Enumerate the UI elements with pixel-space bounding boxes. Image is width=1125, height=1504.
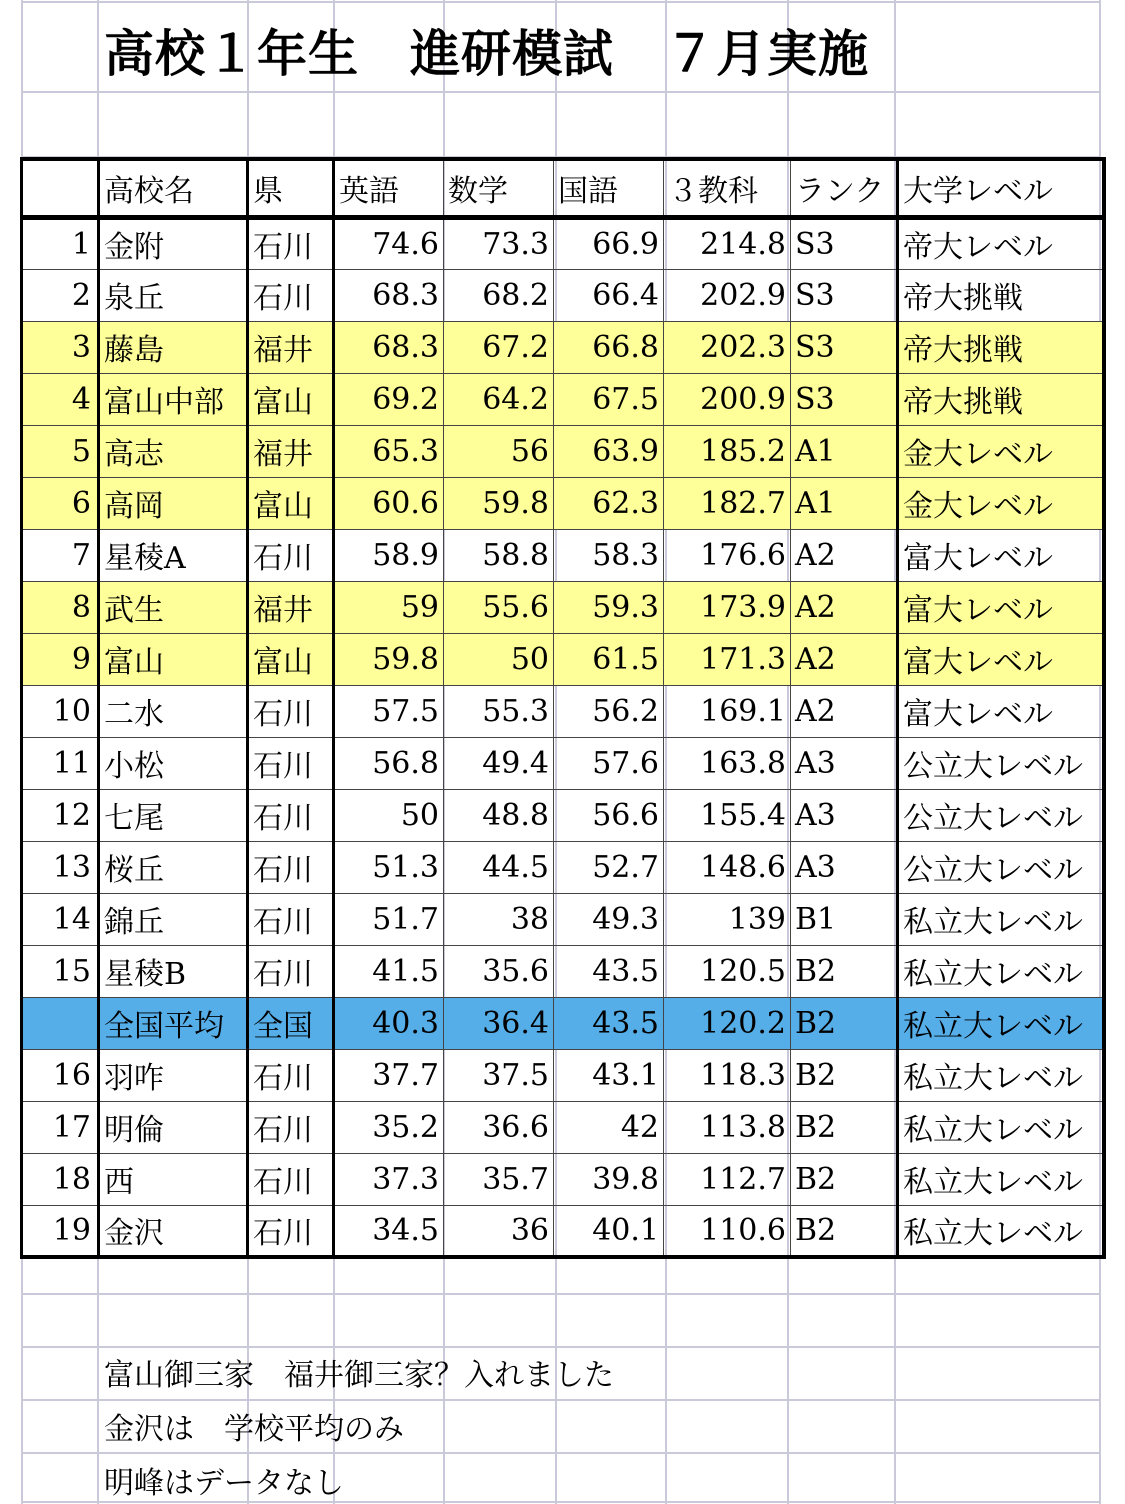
cell-school-name: 富山中部 xyxy=(99,373,248,425)
cell-math: 55.6 xyxy=(444,581,554,633)
cell-math: 68.2 xyxy=(444,269,554,321)
cell-school-name: 西 xyxy=(99,1153,248,1205)
cell-japanese: 52.7 xyxy=(554,841,664,893)
table-row xyxy=(22,269,1104,321)
cell-japanese: 59.3 xyxy=(554,581,664,633)
table-row xyxy=(22,1049,1104,1101)
cell-prefecture: 石川 xyxy=(248,737,334,789)
cell-rank: 8 xyxy=(22,581,99,633)
cell-japanese: 57.6 xyxy=(554,737,664,789)
cell-math: 67.2 xyxy=(444,321,554,373)
cell-university-level: 富大レベル xyxy=(898,685,1104,737)
table-row xyxy=(22,841,1104,893)
cell-university-level: 金大レベル xyxy=(898,425,1104,477)
table-row xyxy=(22,529,1104,581)
cell-school-name: 武生 xyxy=(99,581,248,633)
cell-prefecture: 石川 xyxy=(248,1049,334,1101)
cell-university-level: 富大レベル xyxy=(898,633,1104,685)
table-row xyxy=(22,789,1104,841)
cell-grade: A2 xyxy=(791,581,898,633)
cell-japanese: 66.9 xyxy=(554,217,664,269)
cell-school-name: 高岡 xyxy=(99,477,248,529)
cell-grade: A3 xyxy=(791,789,898,841)
cell-english: 40.3 xyxy=(334,997,444,1049)
cell-prefecture: 石川 xyxy=(248,1101,334,1153)
cell-grade: B2 xyxy=(791,1205,898,1257)
cell-university-level: 富大レベル xyxy=(898,581,1104,633)
cell-prefecture: 富山 xyxy=(248,477,334,529)
cell-japanese: 62.3 xyxy=(554,477,664,529)
cell-math: 36 xyxy=(444,1205,554,1257)
table-row xyxy=(22,217,1104,269)
cell-grade: B2 xyxy=(791,1101,898,1153)
cell-english: 69.2 xyxy=(334,373,444,425)
table-row xyxy=(22,685,1104,737)
cell-prefecture: 石川 xyxy=(248,945,334,997)
cell-grade: B1 xyxy=(791,893,898,945)
cell-math: 36.6 xyxy=(444,1101,554,1153)
cell-total: 110.6 xyxy=(664,1205,791,1257)
cell-rank: 3 xyxy=(22,321,99,373)
table-row xyxy=(22,477,1104,529)
cell-rank: 4 xyxy=(22,373,99,425)
cell-prefecture: 石川 xyxy=(248,217,334,269)
header-blank xyxy=(22,159,99,217)
cell-grade: S3 xyxy=(791,217,898,269)
sheet-title: 高校１年生 進研模試 ７月実施 xyxy=(104,24,869,83)
cell-rank: 19 xyxy=(22,1205,99,1257)
cell-japanese: 39.8 xyxy=(554,1153,664,1205)
cell-total: 176.6 xyxy=(664,529,791,581)
cell-japanese: 58.3 xyxy=(554,529,664,581)
cell-japanese: 42 xyxy=(554,1101,664,1153)
cell-university-level: 私立大レベル xyxy=(898,945,1104,997)
header-rank: ランク xyxy=(791,159,898,217)
table-row xyxy=(22,945,1104,997)
cell-rank: 9 xyxy=(22,633,99,685)
cell-rank: 16 xyxy=(22,1049,99,1101)
table-row xyxy=(22,581,1104,633)
cell-rank: 14 xyxy=(22,893,99,945)
cell-grade: A1 xyxy=(791,425,898,477)
cell-english: 59.8 xyxy=(334,633,444,685)
cell-rank: 11 xyxy=(22,737,99,789)
cell-english: 50 xyxy=(334,789,444,841)
cell-japanese: 67.5 xyxy=(554,373,664,425)
table-row xyxy=(22,893,1104,945)
table-row xyxy=(22,321,1104,373)
table-row xyxy=(22,1101,1104,1153)
cell-total: 120.5 xyxy=(664,945,791,997)
cell-rank: 12 xyxy=(22,789,99,841)
cell-rank: 1 xyxy=(22,217,99,269)
header-school-name: 高校名 xyxy=(99,159,248,217)
cell-school-name: 二水 xyxy=(99,685,248,737)
cell-japanese: 43.5 xyxy=(554,997,664,1049)
cell-rank: 6 xyxy=(22,477,99,529)
cell-school-name: 金沢 xyxy=(99,1205,248,1257)
note-line-1: 富山御三家 福井御三家？入れました xyxy=(104,1358,614,1393)
cell-total: 139 xyxy=(664,893,791,945)
cell-school-name: 桜丘 xyxy=(99,841,248,893)
cell-japanese: 40.1 xyxy=(554,1205,664,1257)
cell-university-level: 帝大挑戦 xyxy=(898,321,1104,373)
cell-school-name: 藤島 xyxy=(99,321,248,373)
cell-school-name: 星稜B xyxy=(99,945,248,997)
cell-grade: B2 xyxy=(791,1049,898,1101)
cell-prefecture: 福井 xyxy=(248,581,334,633)
cell-university-level: 私立大レベル xyxy=(898,1049,1104,1101)
cell-school-name: 富山 xyxy=(99,633,248,685)
cell-math: 56 xyxy=(444,425,554,477)
cell-university-level: 公立大レベル xyxy=(898,841,1104,893)
cell-prefecture: 石川 xyxy=(248,789,334,841)
cell-english: 51.7 xyxy=(334,893,444,945)
cell-grade: A3 xyxy=(791,737,898,789)
cell-grade: B2 xyxy=(791,1153,898,1205)
cell-math: 36.4 xyxy=(444,997,554,1049)
cell-math: 49.4 xyxy=(444,737,554,789)
cell-total: 200.9 xyxy=(664,373,791,425)
cell-school-name: 全国平均 xyxy=(99,997,248,1049)
header-japanese: 国語 xyxy=(554,159,664,217)
cell-english: 68.3 xyxy=(334,269,444,321)
cell-rank: 10 xyxy=(22,685,99,737)
cell-math: 55.3 xyxy=(444,685,554,737)
cell-rank: 17 xyxy=(22,1101,99,1153)
cell-english: 58.9 xyxy=(334,529,444,581)
cell-math: 64.2 xyxy=(444,373,554,425)
cell-school-name: 羽咋 xyxy=(99,1049,248,1101)
cell-university-level: 私立大レベル xyxy=(898,1101,1104,1153)
cell-japanese: 66.4 xyxy=(554,269,664,321)
cell-japanese: 49.3 xyxy=(554,893,664,945)
cell-grade: A1 xyxy=(791,477,898,529)
cell-total: 155.4 xyxy=(664,789,791,841)
cell-university-level: 公立大レベル xyxy=(898,789,1104,841)
cell-school-name: 明倫 xyxy=(99,1101,248,1153)
cell-rank: 7 xyxy=(22,529,99,581)
cell-math: 35.7 xyxy=(444,1153,554,1205)
table-row xyxy=(22,633,1104,685)
cell-school-name: 高志 xyxy=(99,425,248,477)
cell-school-name: 錦丘 xyxy=(99,893,248,945)
cell-total: 185.2 xyxy=(664,425,791,477)
cell-total: 202.3 xyxy=(664,321,791,373)
cell-english: 37.7 xyxy=(334,1049,444,1101)
cell-japanese: 61.5 xyxy=(554,633,664,685)
cell-math: 48.8 xyxy=(444,789,554,841)
cell-english: 51.3 xyxy=(334,841,444,893)
cell-english: 37.3 xyxy=(334,1153,444,1205)
cell-prefecture: 石川 xyxy=(248,529,334,581)
cell-prefecture: 全国 xyxy=(248,997,334,1049)
cell-total: 214.8 xyxy=(664,217,791,269)
cell-english: 74.6 xyxy=(334,217,444,269)
cell-university-level: 帝大挑戦 xyxy=(898,373,1104,425)
cell-university-level: 富大レベル xyxy=(898,529,1104,581)
cell-university-level: 私立大レベル xyxy=(898,893,1104,945)
cell-prefecture: 福井 xyxy=(248,425,334,477)
cell-english: 60.6 xyxy=(334,477,444,529)
cell-math: 73.3 xyxy=(444,217,554,269)
cell-japanese: 43.5 xyxy=(554,945,664,997)
cell-university-level: 私立大レベル xyxy=(898,1205,1104,1257)
cell-rank: 18 xyxy=(22,1153,99,1205)
cell-math: 59.8 xyxy=(444,477,554,529)
cell-rank: 15 xyxy=(22,945,99,997)
cell-english: 56.8 xyxy=(334,737,444,789)
cell-prefecture: 富山 xyxy=(248,373,334,425)
cell-english: 34.5 xyxy=(334,1205,444,1257)
cell-math: 44.5 xyxy=(444,841,554,893)
table-row xyxy=(22,997,1104,1049)
cell-english: 35.2 xyxy=(334,1101,444,1153)
cell-prefecture: 石川 xyxy=(248,841,334,893)
cell-total: 112.7 xyxy=(664,1153,791,1205)
cell-grade: A2 xyxy=(791,529,898,581)
header-math: 数学 xyxy=(444,159,554,217)
cell-japanese: 56.6 xyxy=(554,789,664,841)
table-row xyxy=(22,737,1104,789)
cell-school-name: 泉丘 xyxy=(99,269,248,321)
table-row xyxy=(22,1205,1104,1257)
cell-rank xyxy=(22,997,99,1049)
cell-english: 41.5 xyxy=(334,945,444,997)
cell-grade: S3 xyxy=(791,373,898,425)
cell-grade: B2 xyxy=(791,945,898,997)
cell-total: 113.8 xyxy=(664,1101,791,1153)
cell-prefecture: 石川 xyxy=(248,685,334,737)
table-header-row xyxy=(22,159,1104,217)
cell-university-level: 金大レベル xyxy=(898,477,1104,529)
cell-total: 148.6 xyxy=(664,841,791,893)
cell-rank: 13 xyxy=(22,841,99,893)
cell-total: 120.2 xyxy=(664,997,791,1049)
cell-grade: A3 xyxy=(791,841,898,893)
cell-prefecture: 福井 xyxy=(248,321,334,373)
cell-prefecture: 石川 xyxy=(248,1153,334,1205)
cell-grade: B2 xyxy=(791,997,898,1049)
cell-total: 118.3 xyxy=(664,1049,791,1101)
cell-university-level: 帝大挑戦 xyxy=(898,269,1104,321)
cell-rank: 2 xyxy=(22,269,99,321)
cell-university-level: 帝大レベル xyxy=(898,217,1104,269)
cell-university-level: 公立大レベル xyxy=(898,737,1104,789)
cell-japanese: 66.8 xyxy=(554,321,664,373)
table-row xyxy=(22,373,1104,425)
cell-japanese: 56.2 xyxy=(554,685,664,737)
score-table xyxy=(20,157,1106,1259)
note-line-2: 金沢は 学校平均のみ xyxy=(104,1412,404,1447)
cell-school-name: 星稜A xyxy=(99,529,248,581)
cell-math: 35.6 xyxy=(444,945,554,997)
cell-school-name: 七尾 xyxy=(99,789,248,841)
cell-rank: 5 xyxy=(22,425,99,477)
cell-math: 38 xyxy=(444,893,554,945)
cell-japanese: 43.1 xyxy=(554,1049,664,1101)
cell-math: 50 xyxy=(444,633,554,685)
cell-grade: A2 xyxy=(791,633,898,685)
cell-total: 202.9 xyxy=(664,269,791,321)
cell-total: 173.9 xyxy=(664,581,791,633)
cell-university-level: 私立大レベル xyxy=(898,1153,1104,1205)
cell-prefecture: 石川 xyxy=(248,269,334,321)
cell-total: 171.3 xyxy=(664,633,791,685)
cell-math: 37.5 xyxy=(444,1049,554,1101)
cell-prefecture: 石川 xyxy=(248,893,334,945)
cell-total: 182.7 xyxy=(664,477,791,529)
cell-japanese: 63.9 xyxy=(554,425,664,477)
cell-university-level: 私立大レベル xyxy=(898,997,1104,1049)
header-prefecture: 県 xyxy=(248,159,334,217)
cell-english: 65.3 xyxy=(334,425,444,477)
cell-grade: S3 xyxy=(791,321,898,373)
cell-total: 169.1 xyxy=(664,685,791,737)
header-three-subjects: ３教科 xyxy=(664,159,791,217)
cell-math: 58.8 xyxy=(444,529,554,581)
cell-english: 68.3 xyxy=(334,321,444,373)
table-row xyxy=(22,1153,1104,1205)
cell-english: 59 xyxy=(334,581,444,633)
table-row xyxy=(22,425,1104,477)
header-university-level: 大学レベル xyxy=(898,159,1104,217)
cell-prefecture: 石川 xyxy=(248,1205,334,1257)
cell-grade: S3 xyxy=(791,269,898,321)
cell-total: 163.8 xyxy=(664,737,791,789)
cell-prefecture: 富山 xyxy=(248,633,334,685)
cell-school-name: 小松 xyxy=(99,737,248,789)
note-line-3: 明峰はデータなし xyxy=(104,1466,344,1501)
header-english: 英語 xyxy=(334,159,444,217)
cell-school-name: 金附 xyxy=(99,217,248,269)
cell-grade: A2 xyxy=(791,685,898,737)
cell-english: 57.5 xyxy=(334,685,444,737)
